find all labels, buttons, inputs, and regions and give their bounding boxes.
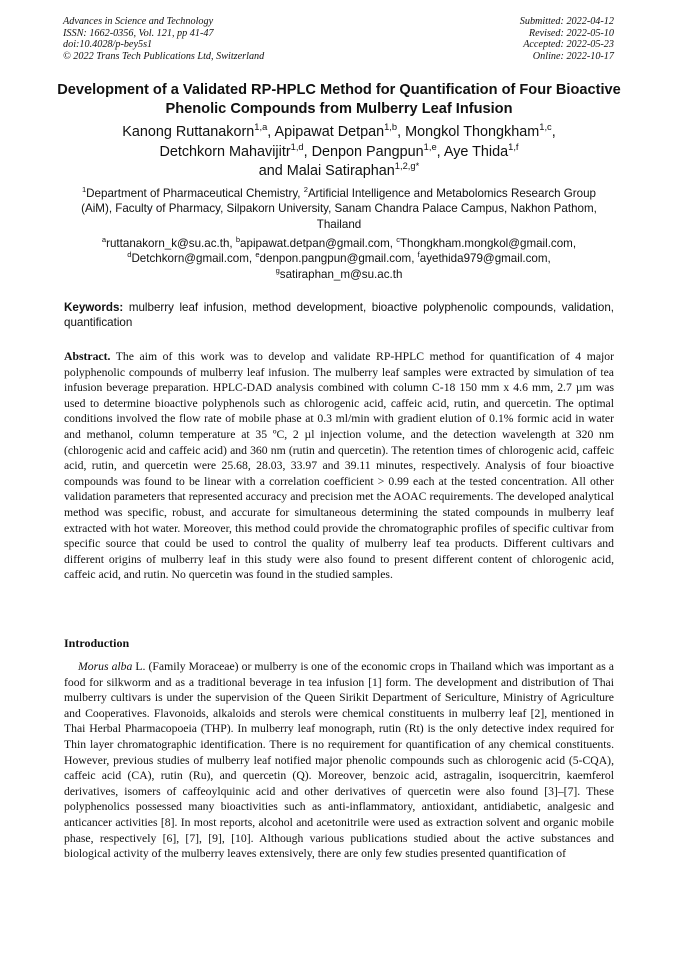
species-name: Morus alba — [78, 660, 133, 673]
keywords-label: Keywords: — [64, 301, 124, 314]
issn-line: ISSN: 1662-0356, Vol. 121, pp 41-47 — [63, 27, 214, 39]
introduction-paragraph — [64, 659, 614, 862]
submitted-date: Submitted: 2022-04-12 — [519, 16, 614, 27]
abstract — [64, 349, 614, 583]
email: $^e$denpon.pangpun@gmail.com, — [255, 250, 418, 266]
author: Denpon Pangpun$^{1,e}$, — [311, 141, 444, 160]
introduction-text: L. (Family Moraceae) or mulberry is one of the economic crops in Thailand which was important as a food for silkworm and as a traditional beverage in tea infusion [1] form. The development and distribution of Thai mulberry cultivars is under the supervision of the Queen Sirikit Department of Sericulture, Ministry of Agriculture and Cooperatives. Flavonoids, alkaloids and sterols were chemical constituents in mulberry leaf [2], mentioned in Thai Herbal Pharmacopoeia (THP). In mulberry leaf monograph, rutin (Rt) is the only detective index required for Thin layer chromatographic identification. There is no requirement for quantification of any chemical constituents. However, previous studies of mulberry leaf notified major phenolic compounds such as chlorogenic acid (5-CQA), caffeic acid (CA), rutin (Ru), and quercetin (Q). Moreover, benzoic acid, astragalin, isoquercitrin, kaemferol derivatives, isomers of caffeoylquinic acid and other derivatives of quercetin were also found [3]–[7]. These polyphenolics possessed many bioactivities such as anti-inflammatory, antioxidant, antidiabetic, analgesic and anticancer activities [8]. In most reports, alcohol and acetonitrile were used as extraction solvent and organic mobile phase, respectively [6], [7], [9], [10]. Although various publications studied about the active substances and biological activity of the mulberry leaves extensively, there are only few studies presented quantification of — [64, 660, 614, 861]
abstract-text: The aim of this work was to develop and validate RP-HPLC method for quantification of 4 major polyphenolic compounds of mulberry leaf infusion. The mulberry leaf samples were extracted by simulation of tea infusion beverage preparation. HPLC-DAD analysis combined with column C-18 150 mm x 4.6 mm, 2.7 µm was used to determine bioactive polyphenols such as chlorogenic acid, caffeic acid, rutin, and quercetin. The optimal conditions involved the flow rate of mobile phase at 0.3 ml/min with gradient elution of 0.1% formic acid in water and methanol, column temperature at 35 ºC, 2 µl injection volume, and the detection wavelength at 320 nm (chlorogenic acid and caffeic acid) and 360 nm (rutin and quercetin). The retention times of chlorogenic acid, caffeic acid, rutin, and quercetin were 25.68, 28.03, 33.97 and 39.11 minutes, respectively. Analysis of four bioactive compounds was found to be linear with a correlation coefficient > 0.99 each at the tested concentration. All other validation parameters that represented accuracy and precision met the AOAC requirements. The developed analytical method was specific, robust, and accurate for simultaneous determining the stated compounds in mulberry leaf extracted with hot water. Moreover, this method could provide the chromatographic profiles of specific cultivar from specific source that could be used to control the quality of mulberry leaf tea products. Different cultivars and different origins of mulberry leaf in this study were also found to present different content of chlorogenic acid, caffeic acid, and rutin. No quercetin was found in the studied samples. — [64, 350, 614, 582]
author: Detchkorn Mahavijitr$^{1,d}$, — [159, 141, 312, 160]
online-date: Online: 2022-10-17 — [532, 50, 614, 62]
email: $^d$Detchkorn@gmail.com, — [127, 250, 256, 266]
email: $^a$ruttanakorn_k@su.ac.th, — [101, 235, 236, 250]
email: $^f$ayethida979@gmail.com, — [417, 250, 551, 266]
author: Mongkol Thongkham$^{1,c}$, — [405, 122, 556, 140]
author: Apipawat Detpan$^{1,b}$, — [274, 122, 406, 140]
paper-title: Development of a Validated RP-HPLC Method for Quantification of Four Bioactive Phenolic Compounds from Mulberry Leaf Infusion — [57, 82, 621, 117]
email: $^c$Thongkham.mongkol@gmail.com, — [396, 235, 577, 250]
copyright-line: © 2022 Trans Tech Publications Ltd, Switzerland — [63, 50, 265, 62]
author-emails — [66, 236, 612, 282]
journal-name: Advances in Science and Technology — [63, 16, 214, 27]
abstract-label: Abstract. — [64, 350, 111, 363]
publication-dates — [520, 16, 614, 62]
section-heading-introduction: Introduction — [64, 636, 130, 650]
keywords — [64, 300, 614, 331]
email: $^b$apipawat.detpan@gmail.com, — [235, 235, 397, 250]
journal-info — [63, 16, 264, 62]
author: Aye Thida$^{1,f}$ — [443, 141, 519, 160]
author: and Malai Satiraphan$^{1,2,g*}$ — [258, 161, 420, 179]
author: Kanong Ruttanakorn$^{1,a}$, — [122, 122, 275, 140]
affiliation: $^1$Department of Pharmaceutical Chemistry, $^2$Artificial Intelligence and Metabolomics Research Group (AiM), Faculty of Pharmacy, Silpakorn University, Sanam Chandra Palace Campus, Nakhon Pathom, Thailand — [81, 185, 597, 231]
revised-date: Revised: 2022-05-10 — [528, 27, 614, 39]
author-list — [60, 123, 618, 182]
doi-line: doi:10.4028/p-bey5s1 — [63, 39, 153, 51]
accepted-date: Accepted: 2022-05-23 — [523, 39, 614, 51]
email: $^g$satiraphan_m@su.ac.th — [275, 265, 403, 281]
keywords-text: mulberry leaf infusion, method development, bioactive polyphenolic compounds, validation, quantification — [64, 301, 614, 330]
